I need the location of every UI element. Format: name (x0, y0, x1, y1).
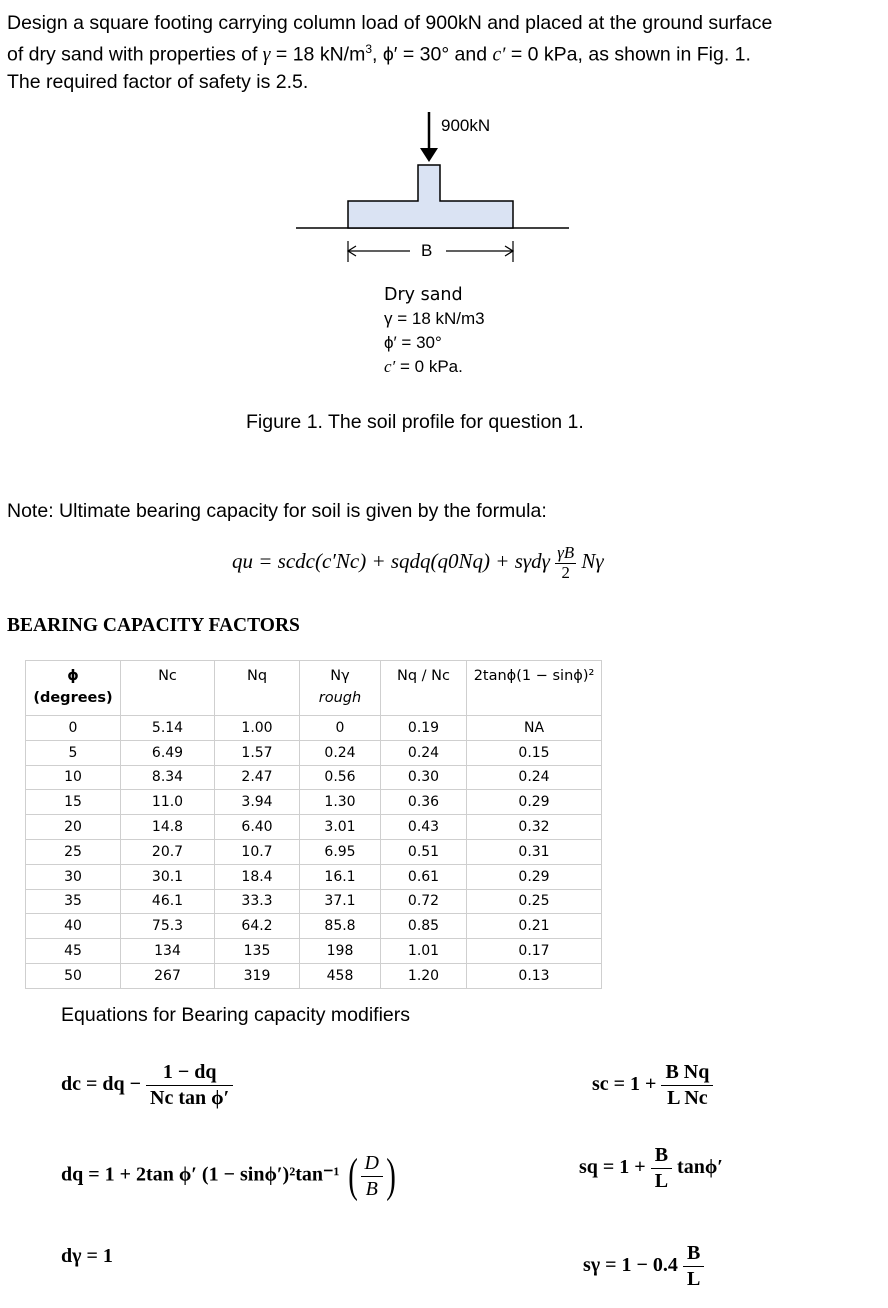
table-cell: 0.19 (381, 716, 467, 741)
soil-properties (384, 283, 485, 379)
table-cell: 16.1 (300, 864, 381, 889)
table-cell: 198 (300, 939, 381, 964)
soil-gamma: γ = 18 kN/m3 (384, 309, 485, 328)
soil-phi: ϕ′ = 30° (384, 333, 442, 352)
table-cell: 0.29 (467, 790, 602, 815)
table-row (26, 864, 602, 889)
table-cell: 1.20 (381, 963, 467, 988)
table-row (26, 839, 602, 864)
dgamma-equation: dγ = 1 (61, 1245, 113, 1267)
table-cell: 6.95 (300, 839, 381, 864)
table-cell: 25 (26, 839, 121, 864)
table-cell: 458 (300, 963, 381, 988)
table-row (26, 939, 602, 964)
table-row (26, 914, 602, 939)
sc-equation: sc = 1 + $\frac{\text{B Nq}}{\text{L Nc}}$ (592, 1062, 713, 1109)
table-cell: 0.17 (467, 939, 602, 964)
dq-fraction: $\frac{D}{B}$ (361, 1153, 383, 1200)
table-cell: 11.0 (121, 790, 215, 815)
table-cell: 37.1 (300, 889, 381, 914)
table-cell: 0.43 (381, 815, 467, 840)
bearing-capacity-formula: qu = scdc(c′Nc) + sqdq(q0Nq) + sγdγ $\frac{\gamma B}{2}$ Nγ (232, 543, 604, 582)
table-cell: 267 (121, 963, 215, 988)
table-cell: 0.15 (467, 740, 602, 765)
table-cell: 40 (26, 914, 121, 939)
table-cell: 8.34 (121, 765, 215, 790)
table-cell: 0.85 (381, 914, 467, 939)
table-cell: 20.7 (121, 839, 215, 864)
table-cell: 0.36 (381, 790, 467, 815)
table-cell: 0.30 (381, 765, 467, 790)
table-cell: 14.8 (121, 815, 215, 840)
table-cell: 3.94 (215, 790, 300, 815)
table-cell: 0.61 (381, 864, 467, 889)
table-cell: 6.40 (215, 815, 300, 840)
table-cell: 3.01 (300, 815, 381, 840)
footing-shape (348, 165, 513, 228)
table-cell: 1.01 (381, 939, 467, 964)
table-cell: 0.56 (300, 765, 381, 790)
dq-equation: dq = 1 + 2tan ϕ′ (1 − sinϕ′)²tan⁻¹ ( $\frac{D}{B}$ ) (61, 1149, 396, 1202)
sgamma-equation: sγ = 1 − 0.4 $\frac{B}{L}$ (583, 1243, 704, 1290)
table-cell: 45 (26, 939, 121, 964)
table-cell: 1.30 (300, 790, 381, 815)
table-cell: 1.57 (215, 740, 300, 765)
table-cell: 0.29 (467, 864, 602, 889)
table-cell: 46.1 (121, 889, 215, 914)
header-2tanphi: 2tanϕ(1 − sinϕ)² (467, 661, 602, 716)
figure-caption: Figure 1. The soil profile for question 1. (246, 411, 584, 433)
sq-fraction: $\frac{B}{L}$ (651, 1145, 672, 1192)
formula-fraction: $\frac{\gamma B}{2}$ (557, 543, 575, 582)
table-cell: 0.13 (467, 963, 602, 988)
header-phi: ϕ (degrees) (26, 661, 121, 716)
table-cell: 0 (26, 716, 121, 741)
table-body (26, 716, 602, 989)
note-text: Note: Ultimate bearing capacity for soil is given by the formula: (7, 500, 547, 522)
problem-line-3: The required factor of safety is 2.5. (7, 70, 309, 93)
table-cell: 10.7 (215, 839, 300, 864)
header-nq-nc: Nq / Nc (381, 661, 467, 716)
table-cell: 135 (215, 939, 300, 964)
load-label: 900kN (441, 116, 491, 135)
table-cell: 0.21 (467, 914, 602, 939)
header-nc: Nc (121, 661, 215, 716)
table-cell: 75.3 (121, 914, 215, 939)
table-cell: 18.4 (215, 864, 300, 889)
table-cell: 0.31 (467, 839, 602, 864)
load-arrow-head (420, 148, 438, 162)
dc-fraction: $\frac{1 - dq}{\text{Nc tan ϕ′}}$ (146, 1062, 233, 1109)
table-cell: 0.24 (300, 740, 381, 765)
sq-equation: sq = 1 + $\frac{B}{L}$ tanϕ′ (579, 1144, 723, 1192)
table-cell: 2.47 (215, 765, 300, 790)
table-cell: 0.25 (467, 889, 602, 914)
table-cell: 1.00 (215, 716, 300, 741)
bearing-capacity-table (25, 660, 602, 989)
soil-c: c′ = 0 kPa. (384, 357, 463, 376)
table-cell: 0.32 (467, 815, 602, 840)
table-cell: 10 (26, 765, 121, 790)
table-cell: 0 (300, 716, 381, 741)
table-header-row (26, 661, 602, 716)
table-row (26, 740, 602, 765)
table-cell: 6.49 (121, 740, 215, 765)
width-label: B (421, 241, 433, 260)
table-row (26, 716, 602, 741)
table-cell: 319 (215, 963, 300, 988)
footing-diagram (0, 0, 888, 300)
table-cell: 30 (26, 864, 121, 889)
table-cell: 5.14 (121, 716, 215, 741)
dc-equation: dc = dq − $\frac{1 - dq}{\text{Nc tan ϕ′}}$ (61, 1062, 233, 1109)
table-row (26, 815, 602, 840)
header-nq: Nq (215, 661, 300, 716)
sc-fraction: $\frac{\text{B Nq}}{\text{L Nc}}$ (661, 1062, 713, 1109)
problem-line-1: Design a square footing carrying column load of 900kN and placed at the ground surface (7, 12, 773, 34)
table-cell: 15 (26, 790, 121, 815)
table-cell: 50 (26, 963, 121, 988)
table-cell: 33.3 (215, 889, 300, 914)
table-row (26, 765, 602, 790)
table-cell: 20 (26, 815, 121, 840)
equations-title: Equations for Bearing capacity modifiers (61, 1004, 411, 1026)
table-cell: 5 (26, 740, 121, 765)
table-row (26, 889, 602, 914)
table-cell: 64.2 (215, 914, 300, 939)
table-row (26, 790, 602, 815)
table-cell: 134 (121, 939, 215, 964)
table-cell: 0.72 (381, 889, 467, 914)
sgamma-fraction: $\frac{B}{L}$ (683, 1243, 704, 1290)
header-ngamma: Nγ rough (300, 661, 381, 716)
table-cell: 0.24 (467, 765, 602, 790)
table-title: BEARING CAPACITY FACTORS (7, 615, 300, 636)
soil-title: Dry sand (384, 285, 463, 305)
table-cell: 0.51 (381, 839, 467, 864)
table-cell: 35 (26, 889, 121, 914)
table-row (26, 963, 602, 988)
table-cell: NA (467, 716, 602, 741)
problem-line-2: of dry sand with properties of γ = 18 $kN/m^3$, ϕ′ = 30° and c′ = 0 kPa, as shown in Fig. 1. (7, 42, 751, 66)
table-cell: 0.24 (381, 740, 467, 765)
table-cell: 85.8 (300, 914, 381, 939)
table-cell: 30.1 (121, 864, 215, 889)
